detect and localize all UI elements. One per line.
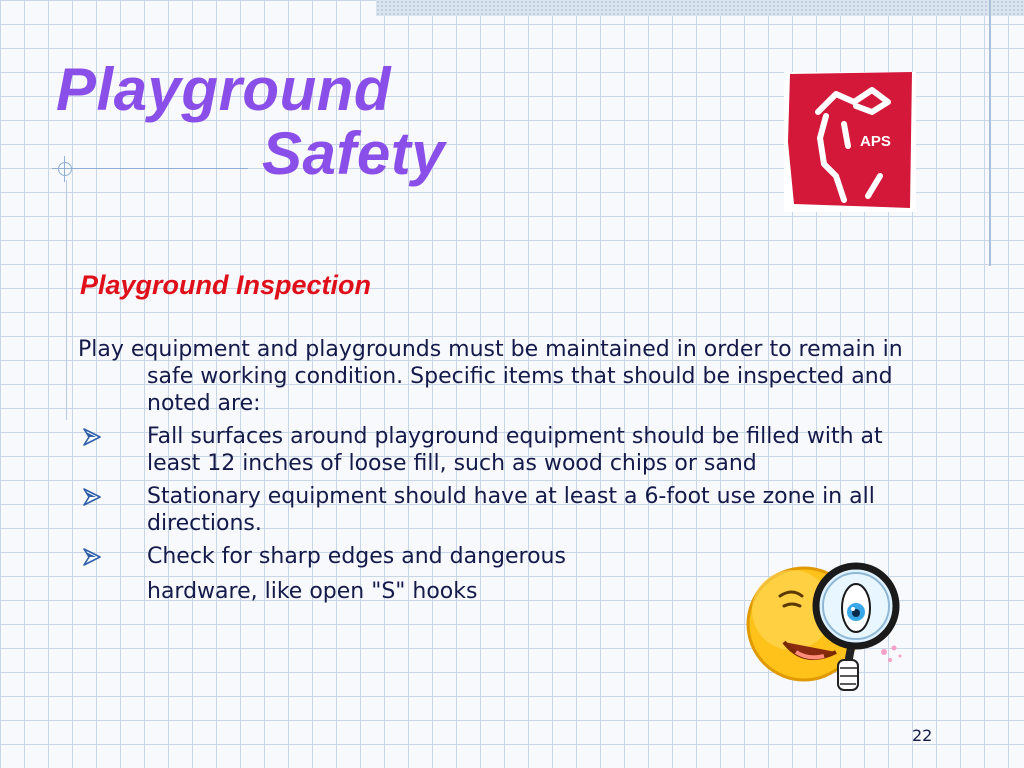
intro-paragraph: Play equipment and playgrounds must be maintained in order to remain in safe working condition. Specific items that should be inspected and noted are: xyxy=(78,337,903,416)
logo-text: APS xyxy=(860,133,891,150)
section-heading: Playground Inspection xyxy=(80,270,372,300)
arrow-bullet-icon xyxy=(82,428,102,446)
title-line-2: Safety xyxy=(262,120,446,187)
bullet-item xyxy=(78,423,918,477)
right-vertical-rule xyxy=(989,0,991,266)
bullet-item xyxy=(78,483,918,537)
bullet-text: Stationary equipment should have at least a 6-foot use zone in all directions. xyxy=(147,484,875,536)
aps-logo xyxy=(784,72,916,212)
magnifier-smiley-icon xyxy=(744,560,914,700)
top-decorative-band xyxy=(376,0,1024,16)
title-line-1: Playground xyxy=(56,56,392,123)
arrow-bullet-icon xyxy=(82,488,102,506)
crosshair-icon xyxy=(52,156,78,182)
bullet-text: Fall surfaces around playground equipment should be filled with at least 12 inches of loose fill, such as wood chips or sand xyxy=(147,424,883,476)
bullet-text-continued: hardware, like open "S" hooks xyxy=(147,579,478,604)
page-number: 22 xyxy=(912,726,933,745)
bullet-text: Check for sharp edges and dangerous xyxy=(147,544,566,569)
left-vertical-rule xyxy=(66,180,67,420)
title-underline xyxy=(78,168,248,169)
arrow-bullet-icon xyxy=(82,548,102,566)
